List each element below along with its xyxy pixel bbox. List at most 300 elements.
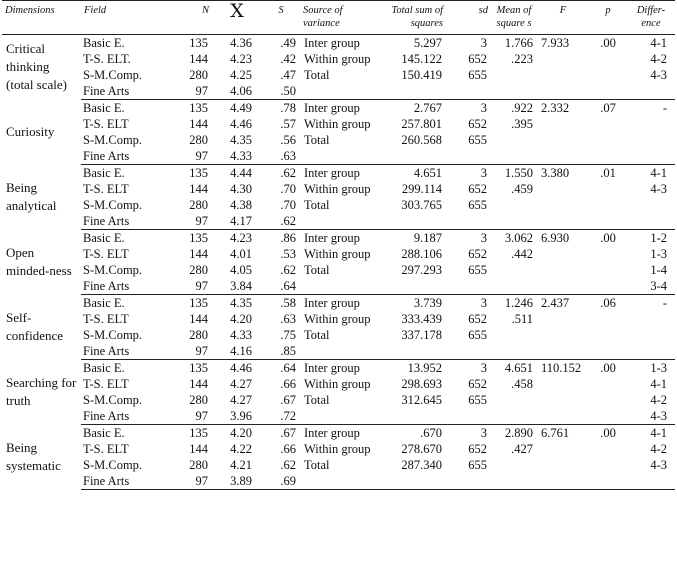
table-row	[2, 197, 675, 213]
cell-field: T-S. ELT	[83, 117, 129, 131]
cell-p	[589, 246, 627, 262]
cell-f	[537, 246, 589, 262]
cell-source: Inter group	[304, 296, 360, 310]
cell-s: .67	[280, 426, 296, 440]
table-row	[2, 67, 675, 83]
xbar-symbol: X	[230, 0, 244, 22]
cell-field: Fine Arts	[81, 343, 170, 360]
cell-source: Inter group	[304, 426, 360, 440]
cell-f: 2.437	[541, 296, 570, 310]
cell-difference: 4-1	[650, 377, 667, 391]
table-row	[2, 441, 675, 457]
cell-field: Basic E.	[83, 166, 125, 180]
table-row	[2, 181, 675, 197]
cell-mean-square	[491, 392, 537, 408]
cell-n: 135	[189, 296, 208, 310]
cell-s: .62	[280, 458, 296, 472]
cell-total-sum	[384, 343, 446, 360]
cell-n: 135	[189, 166, 208, 180]
cell-mean-square	[491, 262, 537, 278]
cell-field: Basic E.	[83, 36, 125, 50]
cell-s: .47	[280, 68, 296, 82]
cell-field: Fine Arts	[81, 213, 170, 230]
cell-source: Inter group	[304, 361, 360, 375]
cell-mean-square	[491, 83, 537, 100]
table-row	[2, 51, 675, 67]
cell-total-sum: 333.439	[401, 312, 442, 326]
cell-difference: 1-3	[650, 247, 667, 261]
cell-n: 97	[170, 148, 212, 165]
cell-field: Fine Arts	[81, 148, 170, 165]
cell-difference	[627, 213, 675, 230]
cell-difference: -	[662, 101, 667, 115]
cell-sd: 655	[468, 458, 487, 472]
cell-total-sum: 9.187	[413, 231, 442, 245]
cell-mean-x: 4.06	[212, 83, 262, 100]
cell-difference: 4-1	[650, 36, 667, 50]
cell-p	[589, 262, 627, 278]
cell-sd: 652	[468, 312, 487, 326]
cell-total-sum: 2.767	[413, 101, 442, 115]
cell-p: .00	[600, 426, 616, 440]
cell-p	[589, 148, 627, 165]
cell-sd: 655	[468, 133, 487, 147]
cell-mean-x: 4.16	[212, 343, 262, 360]
cell-s: .66	[280, 377, 296, 391]
cell-sd: 655	[468, 68, 487, 82]
cell-mean-square	[491, 457, 537, 473]
cell-mean-x: 4.21	[230, 458, 252, 472]
cell-difference: 4-2	[650, 442, 667, 456]
cell-p	[589, 473, 627, 490]
cell-n: 135	[189, 361, 208, 375]
cell-source	[300, 83, 384, 100]
cell-mean-x: 4.27	[230, 377, 252, 391]
cell-difference	[627, 327, 675, 343]
cell-field: Basic E.	[83, 426, 125, 440]
cell-difference	[627, 116, 675, 132]
cell-total-sum	[384, 473, 446, 490]
cell-s: .58	[280, 296, 296, 310]
cell-source: Within group	[304, 52, 371, 66]
cell-difference	[627, 83, 675, 100]
cell-source: Inter group	[304, 231, 360, 245]
cell-mean-square: .427	[511, 442, 533, 456]
cell-difference: -	[662, 296, 667, 310]
cell-total-sum: .670	[420, 426, 442, 440]
header-source: Source of variance	[300, 1, 384, 35]
cell-s: .53	[280, 247, 296, 261]
cell-source: Within group	[304, 247, 371, 261]
cell-total-sum: 5.297	[413, 36, 442, 50]
cell-f	[537, 197, 589, 213]
cell-p	[589, 197, 627, 213]
cell-mean-x: 4.49	[230, 101, 252, 115]
cell-mean-square: .442	[511, 247, 533, 261]
cell-difference: 4-1	[650, 426, 667, 440]
cell-field: Basic E.	[83, 101, 125, 115]
cell-s: .63	[280, 312, 296, 326]
header-n: N	[170, 1, 212, 35]
cell-s: .56	[280, 133, 296, 147]
cell-source: Within group	[304, 117, 371, 131]
cell-mean-x: 4.35	[230, 296, 252, 310]
table-row	[2, 116, 675, 132]
table-row	[2, 425, 675, 442]
cell-total-sum: 145.122	[401, 52, 442, 66]
cell-mean-square	[491, 213, 537, 230]
cell-total-sum	[384, 83, 446, 100]
cell-field: Basic E.	[83, 361, 125, 375]
cell-source: Total	[304, 263, 330, 277]
cell-source	[300, 148, 384, 165]
cell-s: .62	[280, 263, 296, 277]
cell-mean-square: 1.246	[504, 296, 533, 310]
cell-difference: 4-3	[627, 408, 675, 425]
cell-p	[589, 67, 627, 83]
header-total-sum: Total sum of squares	[384, 1, 446, 35]
cell-p	[589, 376, 627, 392]
cell-sd	[446, 408, 491, 425]
table-row	[2, 376, 675, 392]
table-row	[2, 343, 675, 360]
cell-mean-square	[491, 132, 537, 148]
cell-difference: 1-4	[650, 263, 667, 277]
cell-sd: 652	[468, 247, 487, 261]
cell-source: Total	[304, 68, 330, 82]
cell-s: .62	[280, 166, 296, 180]
cell-dimension: Open minded-ness	[6, 245, 72, 278]
cell-source: Within group	[304, 312, 371, 326]
cell-f: 110.152	[541, 361, 582, 375]
cell-mean-square: .459	[511, 182, 533, 196]
cell-n: 97	[170, 343, 212, 360]
cell-field: Fine Arts	[81, 408, 170, 425]
cell-mean-x: 4.30	[230, 182, 252, 196]
cell-mean-x: 4.25	[230, 68, 252, 82]
cell-p	[589, 213, 627, 230]
table-row	[2, 83, 675, 100]
cell-dimension: Searching for truth	[6, 375, 77, 408]
cell-n: 97	[170, 408, 212, 425]
cell-f	[537, 457, 589, 473]
cell-mean-x: 3.84	[212, 278, 262, 295]
cell-total-sum: 4.651	[413, 166, 442, 180]
cell-total-sum: 257.801	[401, 117, 442, 131]
cell-total-sum: 303.765	[401, 198, 442, 212]
table-row	[2, 35, 675, 52]
cell-field: T-S. ELT	[83, 377, 129, 391]
cell-f	[537, 116, 589, 132]
cell-f	[537, 327, 589, 343]
cell-total-sum: 337.178	[401, 328, 442, 342]
cell-sd: 655	[468, 328, 487, 342]
cell-n: 135	[189, 36, 208, 50]
cell-n: 144	[189, 442, 208, 456]
cell-mean-x: 4.05	[230, 263, 252, 277]
cell-p: .06	[600, 296, 616, 310]
cell-mean-x: 4.44	[230, 166, 252, 180]
cell-sd	[446, 213, 491, 230]
cell-p	[589, 278, 627, 295]
cell-f: 3.380	[541, 166, 570, 180]
cell-n: 144	[189, 52, 208, 66]
cell-s: .57	[280, 117, 296, 131]
cell-sd: 3	[480, 296, 487, 310]
cell-total-sum: 288.106	[401, 247, 442, 261]
cell-mean-x: 4.17	[212, 213, 262, 230]
cell-difference	[627, 148, 675, 165]
table-row	[2, 360, 675, 377]
table-row	[2, 311, 675, 327]
cell-mean-square: 2.890	[504, 426, 533, 440]
cell-n: 280	[189, 198, 208, 212]
cell-sd: 3	[480, 166, 487, 180]
cell-source: Total	[304, 198, 330, 212]
cell-mean-square	[491, 197, 537, 213]
header-field: Field	[81, 1, 170, 35]
cell-p: .00	[600, 231, 616, 245]
cell-field: S-M.Comp.	[83, 263, 143, 277]
cell-mean-x: 4.27	[230, 393, 252, 407]
cell-s: .66	[280, 442, 296, 456]
cell-f: 2.332	[541, 101, 570, 115]
cell-source: Total	[304, 458, 330, 472]
cell-field: Basic E.	[83, 231, 125, 245]
header-f: F	[537, 1, 589, 35]
cell-field: T-S. ELT	[83, 312, 129, 326]
cell-f: 6.930	[541, 231, 570, 245]
cell-f	[537, 67, 589, 83]
cell-total-sum: 312.645	[401, 393, 442, 407]
cell-total-sum	[384, 148, 446, 165]
cell-dimension: Critical thinking (total scale)	[6, 41, 67, 93]
cell-n: 97	[170, 278, 212, 295]
cell-mean-square: 1.766	[504, 36, 533, 50]
cell-mean-x: 4.35	[230, 133, 252, 147]
cell-source: Within group	[304, 377, 371, 391]
cell-difference: 1-3	[650, 361, 667, 375]
cell-field: Fine Arts	[81, 83, 170, 100]
cell-total-sum	[384, 408, 446, 425]
cell-p	[589, 181, 627, 197]
cell-n: 144	[189, 182, 208, 196]
cell-total-sum	[384, 213, 446, 230]
table-header	[2, 1, 675, 35]
cell-mean-square	[491, 327, 537, 343]
cell-total-sum: 3.739	[413, 296, 442, 310]
cell-sd: 652	[468, 182, 487, 196]
table-row	[2, 165, 675, 182]
cell-mean-x: 4.33	[230, 328, 252, 342]
cell-difference	[627, 132, 675, 148]
cell-p	[589, 441, 627, 457]
cell-mean-x: 4.46	[230, 361, 252, 375]
cell-total-sum: 13.952	[407, 361, 442, 375]
cell-sd	[446, 83, 491, 100]
header-mean-square: Mean of square s	[491, 1, 537, 35]
cell-n: 280	[189, 458, 208, 472]
cell-mean-x: 4.36	[230, 36, 252, 50]
cell-sd: 3	[480, 426, 487, 440]
cell-total-sum: 287.340	[401, 458, 442, 472]
cell-p	[589, 311, 627, 327]
cell-mean-square: .922	[511, 101, 533, 115]
table-row	[2, 295, 675, 312]
cell-sd	[446, 473, 491, 490]
cell-mean-square	[491, 67, 537, 83]
cell-difference	[627, 473, 675, 490]
cell-sd	[446, 343, 491, 360]
cell-s: .62	[262, 213, 300, 230]
cell-f: 7.933	[541, 36, 570, 50]
cell-n: 144	[189, 377, 208, 391]
cell-s: .63	[262, 148, 300, 165]
cell-sd: 652	[468, 377, 487, 391]
cell-field: S-M.Comp.	[83, 133, 143, 147]
cell-sd: 3	[480, 36, 487, 50]
cell-mean-square	[491, 148, 537, 165]
cell-difference	[627, 197, 675, 213]
cell-f	[537, 408, 589, 425]
cell-dimension: Curiosity	[6, 124, 55, 139]
cell-p	[589, 457, 627, 473]
cell-difference	[627, 311, 675, 327]
header-difference: Differ-ence	[627, 1, 675, 35]
cell-field: Fine Arts	[81, 473, 170, 490]
table-row	[2, 132, 675, 148]
cell-mean-square: .511	[511, 312, 533, 326]
cell-sd	[446, 148, 491, 165]
cell-f	[537, 278, 589, 295]
header-p: p	[589, 1, 627, 35]
cell-dimension: Self-confidence	[6, 310, 64, 343]
cell-n: 135	[189, 231, 208, 245]
cell-source: Within group	[304, 442, 371, 456]
cell-difference: 4-3	[650, 182, 667, 196]
cell-mean-square: .395	[511, 117, 533, 131]
cell-f	[537, 343, 589, 360]
cell-s: .67	[280, 393, 296, 407]
cell-field: T-S. ELT	[83, 182, 129, 196]
cell-f	[537, 51, 589, 67]
cell-mean-x: 4.38	[230, 198, 252, 212]
cell-f	[537, 262, 589, 278]
cell-s: .72	[262, 408, 300, 425]
cell-source	[300, 473, 384, 490]
cell-sd: 3	[480, 101, 487, 115]
header-dimensions: Dimensions	[2, 1, 81, 35]
cell-field: Basic E.	[83, 296, 125, 310]
cell-source: Inter group	[304, 166, 360, 180]
cell-source: Inter group	[304, 36, 360, 50]
table-row	[2, 327, 675, 343]
cell-n: 135	[189, 101, 208, 115]
cell-p	[589, 83, 627, 100]
cell-dimension: Being analytical	[6, 180, 57, 213]
cell-n: 135	[189, 426, 208, 440]
cell-difference: 4-3	[650, 68, 667, 82]
cell-mean-x: 3.96	[212, 408, 262, 425]
cell-n: 280	[189, 328, 208, 342]
table-row	[2, 262, 675, 278]
cell-field: S-M.Comp.	[83, 328, 143, 342]
cell-field: S-M.Comp.	[83, 198, 143, 212]
cell-mean-square	[491, 343, 537, 360]
cell-mean-x: 4.20	[230, 312, 252, 326]
cell-source	[300, 278, 384, 295]
cell-f: 6.761	[541, 426, 570, 440]
table-row	[2, 246, 675, 262]
cell-source	[300, 408, 384, 425]
cell-p	[589, 392, 627, 408]
cell-s: .69	[262, 473, 300, 490]
cell-mean-x: 4.20	[230, 426, 252, 440]
cell-p	[589, 132, 627, 148]
cell-source	[300, 213, 384, 230]
cell-sd: 655	[468, 198, 487, 212]
cell-sd: 655	[468, 263, 487, 277]
table-row	[2, 213, 675, 230]
cell-mean-square: .458	[511, 377, 533, 391]
cell-p	[589, 51, 627, 67]
table-row	[2, 278, 675, 295]
cell-p: .00	[600, 36, 616, 50]
cell-total-sum: 299.114	[401, 182, 442, 196]
cell-total-sum: 260.568	[401, 133, 442, 147]
cell-mean-square: .223	[511, 52, 533, 66]
cell-mean-square	[491, 408, 537, 425]
cell-mean-x: 4.23	[230, 52, 252, 66]
cell-source: Total	[304, 133, 330, 147]
cell-difference: 4-1	[650, 166, 667, 180]
cell-f	[537, 132, 589, 148]
cell-difference: 4-2	[650, 52, 667, 66]
cell-source	[300, 343, 384, 360]
table-row	[2, 230, 675, 247]
cell-mean-square: 1.550	[504, 166, 533, 180]
cell-sd: 655	[468, 393, 487, 407]
cell-sd: 3	[480, 361, 487, 375]
cell-s: .70	[280, 198, 296, 212]
cell-s: .64	[280, 361, 296, 375]
cell-n: 280	[189, 68, 208, 82]
cell-sd: 652	[468, 442, 487, 456]
cell-f	[537, 376, 589, 392]
cell-mean-square	[491, 278, 537, 295]
table-row	[2, 408, 675, 425]
table-row	[2, 100, 675, 117]
cell-field: T-S. ELT	[83, 442, 129, 456]
table-row	[2, 392, 675, 408]
cell-field: Fine Arts	[81, 278, 170, 295]
cell-mean-x: 4.22	[230, 442, 252, 456]
cell-f	[537, 148, 589, 165]
table-row	[2, 148, 675, 165]
cell-source: Inter group	[304, 101, 360, 115]
cell-f	[537, 311, 589, 327]
cell-sd: 652	[468, 117, 487, 131]
cell-f	[537, 83, 589, 100]
cell-s: .85	[262, 343, 300, 360]
cell-f	[537, 473, 589, 490]
table-row	[2, 457, 675, 473]
cell-p: .00	[600, 361, 616, 375]
cell-s: .42	[280, 52, 296, 66]
cell-difference: 1-2	[650, 231, 667, 245]
cell-field: S-M.Comp.	[83, 68, 143, 82]
cell-mean-x: 4.46	[230, 117, 252, 131]
